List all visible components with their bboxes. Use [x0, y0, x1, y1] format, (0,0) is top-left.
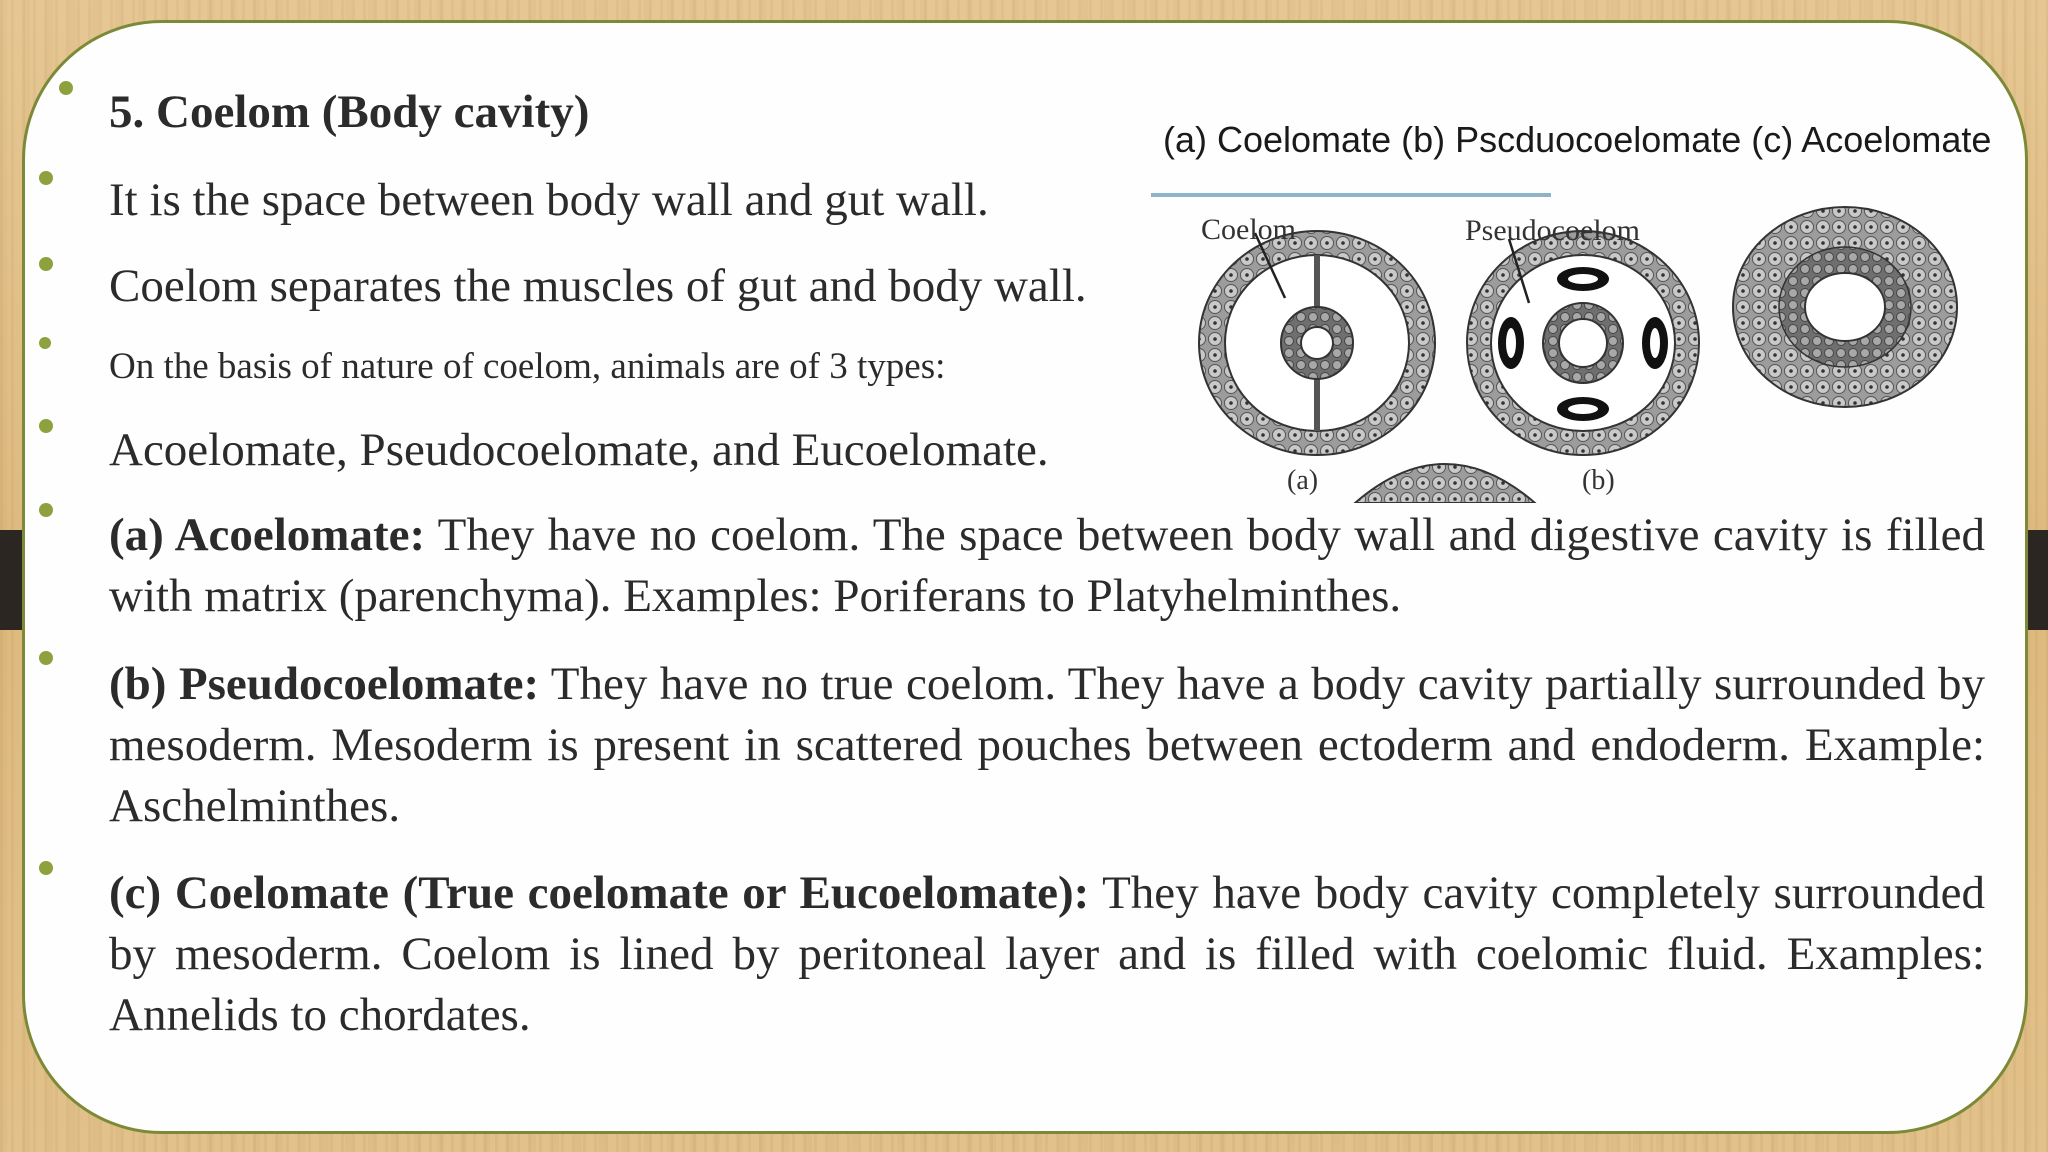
label-b: (b) [1582, 465, 1615, 496]
bullet-dot [39, 419, 53, 433]
paragraph-text: They have no true coelom. They have a body cavity partially surrounded by mesoderm. Mesoderm is present in scattered pouches between ectoderm and endoderm. Example: Aschelminthes. [109, 658, 1985, 832]
label-a: (a) [1287, 465, 1319, 496]
left-edge-bar [0, 530, 22, 630]
coelomate-cross-section [1199, 231, 1435, 455]
paragraph-text: They have body cavity completely surrounded by mesoderm. Coelom is lined by peritoneal layer and is filled with coelomic fluid. Examples: Annelids to chordates. [109, 867, 1985, 1041]
text-line-4: Acoelomate, Pseudocoelomate, and Eucoelomate. [109, 424, 1049, 476]
bullet-dot [39, 257, 53, 271]
pseudocoelomate-cross-section [1467, 231, 1699, 455]
bullet-dot [39, 503, 53, 517]
text-line-2: Coelom separates the muscles of gut and body wall. [109, 260, 1087, 312]
bullet-dot [39, 861, 53, 875]
figure-divider [1151, 193, 1551, 197]
slide-panel [22, 20, 2028, 1134]
text-line-3: On the basis of nature of coelom, animals are of 3 types: [109, 346, 946, 387]
text-line-1: It is the space between body wall and gut wall. [109, 174, 989, 226]
bullet-dot [39, 171, 53, 185]
right-edge-bar [2026, 530, 2048, 630]
bullet-dot [39, 651, 53, 665]
figure-caption: (a) Coelomate (b) Pscduocoelomate (c) Acoelomate [1163, 119, 1992, 160]
paragraph-label: (a) Acoelomate: [109, 509, 426, 561]
paragraph-label: (b) Pseudocoelomate: [109, 658, 540, 710]
partial-cross-section [1355, 464, 1535, 503]
slide-heading: 5. Coelom (Body cavity) [109, 86, 590, 138]
bullet-dot [39, 337, 51, 349]
coelom-diagram [1175, 203, 1975, 503]
paragraph-label: (c) Coelomate (True coelomate or Eucoelomate): [109, 867, 1090, 919]
acoelomate-cross-section [1733, 207, 1957, 407]
paragraph-coelomate [109, 863, 1985, 1046]
label-coelom: Coelom [1201, 213, 1296, 246]
label-pseudocoelom: Pseudocoelom [1465, 214, 1640, 247]
paragraph-pseudocoelomate [109, 654, 1985, 837]
bullet-dot [59, 81, 73, 95]
paragraph-text: They have no coelom. The space between body wall and digestive cavity is filled with matrix (parenchyma). Examples: Poriferans to Platyhelminthes. [109, 509, 1986, 622]
paragraph-acoelomate [109, 505, 1985, 627]
